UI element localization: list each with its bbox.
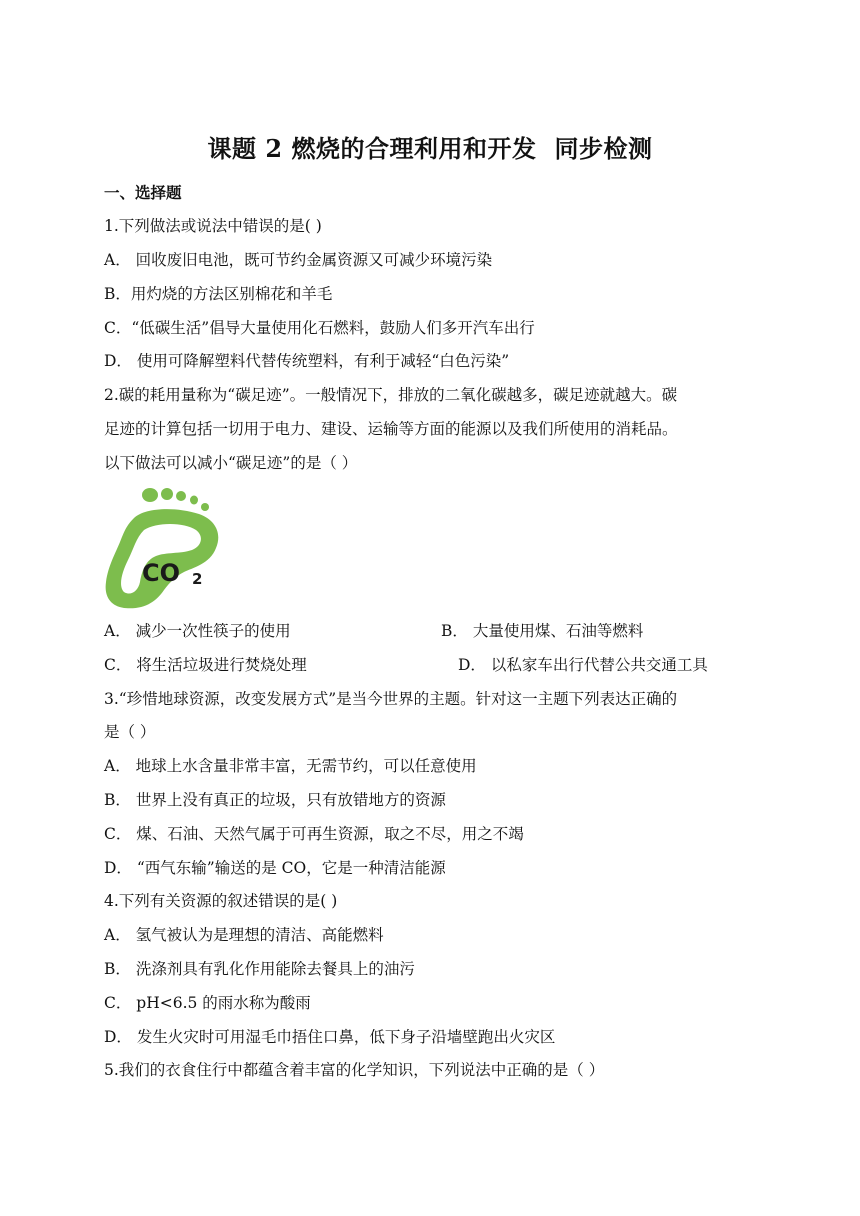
carbon-footprint-image (104, 486, 224, 610)
q1-option-c: C．“低碳生活”倡导大量使用化石燃料，鼓励人们多开汽车出行 (104, 319, 535, 337)
q3-option-a: A． 地球上水含量非常丰富，无需节约，可以任意使用 (104, 757, 477, 775)
q2-stem-line1: 2.碳的耗用量称为“碳足迹”。一般情况下，排放的二氧化碳越多，碳足迹就越大。碳 (104, 386, 678, 404)
section-heading: 一、选择题 (104, 183, 182, 202)
q2-option-b: B． 大量使用煤、石油等燃料 (441, 622, 644, 640)
q2-option-a: A． 减少一次性筷子的使用 (104, 622, 291, 640)
q3-stem-line1: 3.“珍惜地球资源，改变发展方式”是当今世界的主题。针对这一主题下列表达正确的 (104, 690, 678, 708)
co2-subscript: 2 (192, 570, 203, 588)
page-title (0, 129, 860, 164)
q2-option-c: C． 将生活垃圾进行焚烧处理 (104, 656, 307, 674)
q2-option-d: D． 以私家车出行代替公共交通工具 (458, 656, 708, 674)
q2-stem-line3: 以下做法可以减小“碳足迹”的是（ ） (104, 454, 358, 472)
q1-option-d: D． 使用可降解塑料代替传统塑料，有利于减轻“白色污染” (104, 352, 510, 370)
q1-option-a: A． 回收废旧电池，既可节约金属资源又可减少环境污染 (104, 251, 493, 269)
q3-option-d: D． “西气东输”输送的是 CO，它是一种清洁能源 (104, 859, 446, 877)
q3-option-b: B． 世界上没有真正的垃圾，只有放错地方的资源 (104, 791, 446, 809)
q4-option-d: D． 发生火灾时可用湿毛巾捂住口鼻，低下身子沿墙壁跑出火灾区 (104, 1028, 556, 1046)
title-sub: 同步检测 (554, 134, 653, 163)
q1-option-b: B．用灼烧的方法区别棉花和羊毛 (104, 285, 333, 303)
q1-stem: 1.下列做法或说法中错误的是( ) (104, 217, 322, 235)
co2-label: CO (142, 559, 181, 587)
q3-option-c: C． 煤、石油、天然气属于可再生资源，取之不尽，用之不竭 (104, 825, 524, 843)
q4-option-a: A． 氢气被认为是理想的清洁、高能燃料 (104, 926, 384, 944)
q4-option-b: B． 洗涤剂具有乳化作用能除去餐具上的油污 (104, 960, 415, 978)
q5-stem: 5.我们的衣食住行中都蕴含着丰富的化学知识，下列说法中正确的是（ ） (104, 1061, 605, 1079)
title-main: 课题 2 燃烧的合理利用和开发 (207, 134, 537, 163)
q4-stem: 4.下列有关资源的叙述错误的是( ) (104, 892, 338, 910)
q4-option-c: C． pH<6.5 的雨水称为酸雨 (104, 994, 311, 1012)
q2-stem-line2: 足迹的计算包括一切用于电力、建设、运输等方面的能源以及我们所使用的消耗品。 (104, 420, 678, 438)
q3-stem-line2: 是（ ） (104, 723, 156, 741)
